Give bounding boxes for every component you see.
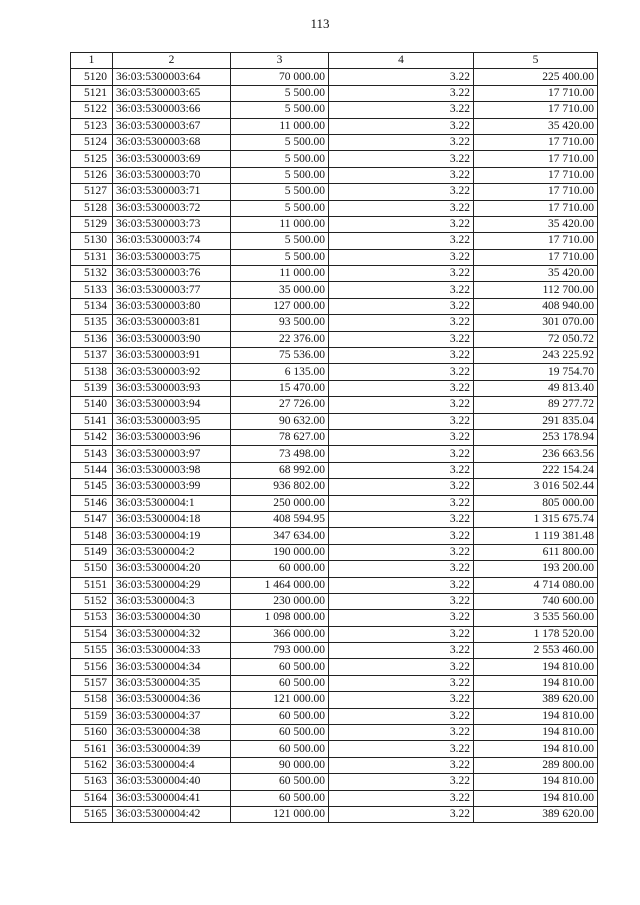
table-cell-col-1: 5136 xyxy=(71,331,113,347)
table-cell-col-5: 1 178 520.00 xyxy=(474,626,598,642)
table-cell-col-4: 3.22 xyxy=(329,429,474,445)
table-cell-col-3: 60 500.00 xyxy=(231,725,329,741)
table-cell-col-1: 5152 xyxy=(71,593,113,609)
table-cell-col-3: 70 000.00 xyxy=(231,69,329,85)
table-cell-col-3: 5 500.00 xyxy=(231,200,329,216)
table-cell-col-5: 611 800.00 xyxy=(474,544,598,560)
table-row xyxy=(71,397,598,413)
table-row xyxy=(71,610,598,626)
table-cell-col-4: 3.22 xyxy=(329,790,474,806)
table-row xyxy=(71,561,598,577)
table-cell-col-3: 60 500.00 xyxy=(231,741,329,757)
table-cell-col-2: 36:03:5300003:80 xyxy=(113,298,231,314)
table-cell-col-4: 3.22 xyxy=(329,69,474,85)
table-cell-col-4: 3.22 xyxy=(329,479,474,495)
table-cell-col-2: 36:03:5300004:42 xyxy=(113,806,231,822)
table-cell-col-3: 127 000.00 xyxy=(231,298,329,314)
table-cell-col-5: 17 710.00 xyxy=(474,167,598,183)
table-cell-col-2: 36:03:5300003:97 xyxy=(113,446,231,462)
table-cell-col-1: 5132 xyxy=(71,266,113,282)
table-cell-col-3: 60 500.00 xyxy=(231,790,329,806)
table-cell-col-1: 5124 xyxy=(71,134,113,150)
table-cell-col-4: 3.22 xyxy=(329,511,474,527)
table-cell-col-5: 19 754.70 xyxy=(474,364,598,380)
table-cell-col-5: 35 420.00 xyxy=(474,216,598,232)
table-cell-col-2: 36:03:5300004:2 xyxy=(113,544,231,560)
table-cell-col-2: 36:03:5300004:36 xyxy=(113,692,231,708)
table-cell-col-1: 5151 xyxy=(71,577,113,593)
table-cell-col-1: 5143 xyxy=(71,446,113,462)
header-row xyxy=(71,53,598,69)
table-cell-col-3: 90 632.00 xyxy=(231,413,329,429)
table-cell-col-4: 3.22 xyxy=(329,561,474,577)
table-row xyxy=(71,593,598,609)
table-cell-col-5: 389 620.00 xyxy=(474,806,598,822)
table-cell-col-1: 5145 xyxy=(71,479,113,495)
table-cell-col-5: 17 710.00 xyxy=(474,200,598,216)
table-cell-col-3: 11 000.00 xyxy=(231,266,329,282)
table-cell-col-3: 11 000.00 xyxy=(231,118,329,134)
table-cell-col-5: 17 710.00 xyxy=(474,85,598,101)
table-row xyxy=(71,577,598,593)
table-row xyxy=(71,184,598,200)
table-row xyxy=(71,757,598,773)
table-cell-col-5: 408 940.00 xyxy=(474,298,598,314)
table-row xyxy=(71,282,598,298)
table-cell-col-3: 1 098 000.00 xyxy=(231,610,329,626)
table-row xyxy=(71,790,598,806)
table-cell-col-4: 3.22 xyxy=(329,675,474,691)
table-cell-col-5: 1 119 381.48 xyxy=(474,528,598,544)
table-cell-col-3: 22 376.00 xyxy=(231,331,329,347)
table-cell-col-3: 230 000.00 xyxy=(231,593,329,609)
table-row xyxy=(71,167,598,183)
table-cell-col-2: 36:03:5300003:91 xyxy=(113,348,231,364)
table-cell-col-3: 121 000.00 xyxy=(231,806,329,822)
table-cell-col-3: 60 500.00 xyxy=(231,659,329,675)
table-cell-col-1: 5158 xyxy=(71,692,113,708)
table-row xyxy=(71,102,598,118)
table-cell-col-4: 3.22 xyxy=(329,495,474,511)
table-cell-col-5: 89 277.72 xyxy=(474,397,598,413)
table-cell-col-4: 3.22 xyxy=(329,462,474,478)
table-cell-col-2: 36:03:5300004:38 xyxy=(113,725,231,741)
table-cell-col-1: 5164 xyxy=(71,790,113,806)
table-row xyxy=(71,200,598,216)
table-cell-col-5: 194 810.00 xyxy=(474,741,598,757)
table-cell-col-1: 5165 xyxy=(71,806,113,822)
table-cell-col-5: 49 813.40 xyxy=(474,380,598,396)
table-row xyxy=(71,151,598,167)
table-cell-col-5: 222 154.24 xyxy=(474,462,598,478)
table-cell-col-1: 5141 xyxy=(71,413,113,429)
table-cell-col-2: 36:03:5300003:90 xyxy=(113,331,231,347)
table-cell-col-3: 11 000.00 xyxy=(231,216,329,232)
table-cell-col-2: 36:03:5300003:69 xyxy=(113,151,231,167)
table-cell-col-4: 3.22 xyxy=(329,413,474,429)
table-cell-col-4: 3.22 xyxy=(329,741,474,757)
table-cell-col-3: 121 000.00 xyxy=(231,692,329,708)
table-cell-col-3: 5 500.00 xyxy=(231,85,329,101)
table-cell-col-1: 5144 xyxy=(71,462,113,478)
table-cell-col-4: 3.22 xyxy=(329,708,474,724)
table-cell-col-5: 194 810.00 xyxy=(474,659,598,675)
table-cell-col-2: 36:03:5300003:98 xyxy=(113,462,231,478)
table-cell-col-4: 3.22 xyxy=(329,659,474,675)
table-cell-col-4: 3.22 xyxy=(329,577,474,593)
table-cell-col-5: 194 810.00 xyxy=(474,774,598,790)
table-cell-col-2: 36:03:5300004:19 xyxy=(113,528,231,544)
table-cell-col-5: 289 800.00 xyxy=(474,757,598,773)
table-row xyxy=(71,741,598,757)
table-row xyxy=(71,659,598,675)
table-cell-col-2: 36:03:5300003:96 xyxy=(113,429,231,445)
table-cell-col-5: 17 710.00 xyxy=(474,184,598,200)
table-row xyxy=(71,118,598,134)
table-cell-col-3: 60 500.00 xyxy=(231,675,329,691)
table-cell-col-2: 36:03:5300004:33 xyxy=(113,643,231,659)
table-cell-col-1: 5147 xyxy=(71,511,113,527)
table-row xyxy=(71,364,598,380)
table-cell-col-4: 3.22 xyxy=(329,298,474,314)
column-header-2: 2 xyxy=(113,53,231,69)
table-cell-col-1: 5139 xyxy=(71,380,113,396)
table-cell-col-4: 3.22 xyxy=(329,266,474,282)
table-cell-col-2: 36:03:5300004:41 xyxy=(113,790,231,806)
table-cell-col-3: 60 500.00 xyxy=(231,774,329,790)
table-row xyxy=(71,806,598,822)
table-cell-col-3: 250 000.00 xyxy=(231,495,329,511)
table-cell-col-5: 3 016 502.44 xyxy=(474,479,598,495)
table-cell-col-4: 3.22 xyxy=(329,692,474,708)
table-cell-col-5: 805 000.00 xyxy=(474,495,598,511)
table-cell-col-4: 3.22 xyxy=(329,757,474,773)
table-cell-col-4: 3.22 xyxy=(329,774,474,790)
table-cell-col-1: 5126 xyxy=(71,167,113,183)
table-cell-col-1: 5162 xyxy=(71,757,113,773)
table-cell-col-3: 35 000.00 xyxy=(231,282,329,298)
table-cell-col-1: 5140 xyxy=(71,397,113,413)
table-cell-col-1: 5148 xyxy=(71,528,113,544)
table-cell-col-4: 3.22 xyxy=(329,233,474,249)
table-cell-col-2: 36:03:5300003:67 xyxy=(113,118,231,134)
table-cell-col-4: 3.22 xyxy=(329,348,474,364)
table-cell-col-4: 3.22 xyxy=(329,626,474,642)
table-row xyxy=(71,249,598,265)
table-cell-col-2: 36:03:5300004:3 xyxy=(113,593,231,609)
table-row xyxy=(71,348,598,364)
table-cell-col-5: 236 663.56 xyxy=(474,446,598,462)
table-cell-col-3: 68 992.00 xyxy=(231,462,329,478)
table-row xyxy=(71,626,598,642)
table-cell-col-5: 194 810.00 xyxy=(474,790,598,806)
table-cell-col-4: 3.22 xyxy=(329,134,474,150)
table-cell-col-3: 60 500.00 xyxy=(231,708,329,724)
table-cell-col-5: 4 714 080.00 xyxy=(474,577,598,593)
table-cell-col-1: 5125 xyxy=(71,151,113,167)
table-cell-col-5: 2 553 460.00 xyxy=(474,643,598,659)
table-row xyxy=(71,233,598,249)
table-cell-col-5: 3 535 560.00 xyxy=(474,610,598,626)
table-cell-col-1: 5159 xyxy=(71,708,113,724)
table-cell-col-3: 60 000.00 xyxy=(231,561,329,577)
table-cell-col-1: 5123 xyxy=(71,118,113,134)
table-cell-col-5: 291 835.04 xyxy=(474,413,598,429)
column-header-4: 4 xyxy=(329,53,474,69)
table-cell-col-5: 301 070.00 xyxy=(474,315,598,331)
table-cell-col-4: 3.22 xyxy=(329,200,474,216)
table-row xyxy=(71,429,598,445)
table-cell-col-4: 3.22 xyxy=(329,446,474,462)
column-header-1: 1 xyxy=(71,53,113,69)
table-cell-col-2: 36:03:5300004:37 xyxy=(113,708,231,724)
table-cell-col-4: 3.22 xyxy=(329,118,474,134)
table-cell-col-5: 243 225.92 xyxy=(474,348,598,364)
table-cell-col-2: 36:03:5300004:1 xyxy=(113,495,231,511)
table-row xyxy=(71,692,598,708)
table-cell-col-1: 5138 xyxy=(71,364,113,380)
table-cell-col-5: 225 400.00 xyxy=(474,69,598,85)
table-cell-col-2: 36:03:5300003:72 xyxy=(113,200,231,216)
table-cell-col-1: 5157 xyxy=(71,675,113,691)
table-cell-col-1: 5127 xyxy=(71,184,113,200)
table-cell-col-2: 36:03:5300003:77 xyxy=(113,282,231,298)
table-cell-col-5: 740 600.00 xyxy=(474,593,598,609)
table-cell-col-4: 3.22 xyxy=(329,643,474,659)
table-row xyxy=(71,331,598,347)
table-cell-col-1: 5129 xyxy=(71,216,113,232)
table-cell-col-5: 17 710.00 xyxy=(474,151,598,167)
table-cell-col-4: 3.22 xyxy=(329,528,474,544)
table-cell-col-2: 36:03:5300003:74 xyxy=(113,233,231,249)
table-cell-col-2: 36:03:5300003:70 xyxy=(113,167,231,183)
page-number: 113 xyxy=(310,16,330,31)
table-cell-col-1: 5146 xyxy=(71,495,113,511)
table-row xyxy=(71,725,598,741)
table-row xyxy=(71,774,598,790)
table-cell-col-4: 3.22 xyxy=(329,544,474,560)
table-cell-col-3: 347 634.00 xyxy=(231,528,329,544)
table-cell-col-2: 36:03:5300003:93 xyxy=(113,380,231,396)
table-cell-col-2: 36:03:5300004:39 xyxy=(113,741,231,757)
table-row xyxy=(71,266,598,282)
table-cell-col-5: 194 810.00 xyxy=(474,708,598,724)
data-table xyxy=(70,52,598,823)
table-cell-col-5: 72 050.72 xyxy=(474,331,598,347)
table-cell-col-4: 3.22 xyxy=(329,364,474,380)
table-cell-col-4: 3.22 xyxy=(329,610,474,626)
table-cell-col-2: 36:03:5300003:75 xyxy=(113,249,231,265)
table-cell-col-1: 5142 xyxy=(71,429,113,445)
table-cell-col-1: 5121 xyxy=(71,85,113,101)
table-cell-col-5: 194 810.00 xyxy=(474,675,598,691)
table-row xyxy=(71,446,598,462)
table-row xyxy=(71,298,598,314)
table-cell-col-5: 193 200.00 xyxy=(474,561,598,577)
table-cell-col-2: 36:03:5300003:95 xyxy=(113,413,231,429)
table-cell-col-3: 90 000.00 xyxy=(231,757,329,773)
table-cell-col-1: 5131 xyxy=(71,249,113,265)
table-cell-col-5: 194 810.00 xyxy=(474,725,598,741)
column-header-5: 5 xyxy=(474,53,598,69)
table-cell-col-4: 3.22 xyxy=(329,167,474,183)
table-cell-col-2: 36:03:5300004:20 xyxy=(113,561,231,577)
table-cell-col-3: 1 464 000.00 xyxy=(231,577,329,593)
table-cell-col-2: 36:03:5300003:65 xyxy=(113,85,231,101)
table-cell-col-3: 5 500.00 xyxy=(231,233,329,249)
table-cell-col-4: 3.22 xyxy=(329,397,474,413)
table-cell-col-2: 36:03:5300003:92 xyxy=(113,364,231,380)
table-cell-col-1: 5120 xyxy=(71,69,113,85)
table-row xyxy=(71,380,598,396)
table-cell-col-4: 3.22 xyxy=(329,806,474,822)
table-cell-col-4: 3.22 xyxy=(329,331,474,347)
table-cell-col-2: 36:03:5300003:81 xyxy=(113,315,231,331)
table-cell-col-1: 5137 xyxy=(71,348,113,364)
table-row xyxy=(71,69,598,85)
table-cell-col-4: 3.22 xyxy=(329,184,474,200)
column-header-3: 3 xyxy=(231,53,329,69)
table-cell-col-3: 5 500.00 xyxy=(231,102,329,118)
table-cell-col-5: 112 700.00 xyxy=(474,282,598,298)
table-cell-col-4: 3.22 xyxy=(329,593,474,609)
table-cell-col-4: 3.22 xyxy=(329,249,474,265)
table-row xyxy=(71,643,598,659)
table-cell-col-4: 3.22 xyxy=(329,102,474,118)
table-cell-col-1: 5128 xyxy=(71,200,113,216)
table-cell-col-3: 6 135.00 xyxy=(231,364,329,380)
table-cell-col-2: 36:03:5300003:73 xyxy=(113,216,231,232)
table-cell-col-1: 5161 xyxy=(71,741,113,757)
table-cell-col-2: 36:03:5300003:99 xyxy=(113,479,231,495)
table-cell-col-5: 35 420.00 xyxy=(474,266,598,282)
table-row xyxy=(71,528,598,544)
table-cell-col-5: 389 620.00 xyxy=(474,692,598,708)
table-cell-col-1: 5135 xyxy=(71,315,113,331)
table-cell-col-1: 5153 xyxy=(71,610,113,626)
table-cell-col-3: 5 500.00 xyxy=(231,134,329,150)
table-cell-col-1: 5163 xyxy=(71,774,113,790)
table-cell-col-3: 75 536.00 xyxy=(231,348,329,364)
table-cell-col-4: 3.22 xyxy=(329,216,474,232)
table-row xyxy=(71,216,598,232)
table-cell-col-1: 5149 xyxy=(71,544,113,560)
table-row xyxy=(71,544,598,560)
table-row xyxy=(71,479,598,495)
table-cell-col-1: 5130 xyxy=(71,233,113,249)
table-cell-col-3: 408 594.95 xyxy=(231,511,329,527)
table-row xyxy=(71,675,598,691)
table-cell-col-2: 36:03:5300004:34 xyxy=(113,659,231,675)
table-row xyxy=(71,462,598,478)
table-cell-col-2: 36:03:5300004:40 xyxy=(113,774,231,790)
table-row xyxy=(71,708,598,724)
table-cell-col-5: 17 710.00 xyxy=(474,102,598,118)
table-cell-col-2: 36:03:5300003:64 xyxy=(113,69,231,85)
table-cell-col-2: 36:03:5300003:71 xyxy=(113,184,231,200)
table-cell-col-1: 5160 xyxy=(71,725,113,741)
table-cell-col-1: 5134 xyxy=(71,298,113,314)
table-cell-col-3: 27 726.00 xyxy=(231,397,329,413)
table-row xyxy=(71,511,598,527)
table-cell-col-2: 36:03:5300004:32 xyxy=(113,626,231,642)
table-cell-col-5: 1 315 675.74 xyxy=(474,511,598,527)
table-cell-col-5: 253 178.94 xyxy=(474,429,598,445)
table-cell-col-3: 793 000.00 xyxy=(231,643,329,659)
table-cell-col-2: 36:03:5300004:18 xyxy=(113,511,231,527)
table-cell-col-3: 5 500.00 xyxy=(231,167,329,183)
table-body xyxy=(71,69,598,823)
table-cell-col-3: 93 500.00 xyxy=(231,315,329,331)
table-cell-col-2: 36:03:5300004:29 xyxy=(113,577,231,593)
table-cell-col-2: 36:03:5300004:4 xyxy=(113,757,231,773)
table-cell-col-1: 5133 xyxy=(71,282,113,298)
table-cell-col-2: 36:03:5300003:76 xyxy=(113,266,231,282)
table-cell-col-2: 36:03:5300004:35 xyxy=(113,675,231,691)
table-cell-col-1: 5122 xyxy=(71,102,113,118)
table-row xyxy=(71,413,598,429)
table-row xyxy=(71,495,598,511)
table-cell-col-4: 3.22 xyxy=(329,85,474,101)
table-cell-col-3: 5 500.00 xyxy=(231,151,329,167)
table-cell-col-1: 5156 xyxy=(71,659,113,675)
table-row xyxy=(71,134,598,150)
table-cell-col-2: 36:03:5300003:66 xyxy=(113,102,231,118)
table-cell-col-3: 366 000.00 xyxy=(231,626,329,642)
table-cell-col-1: 5155 xyxy=(71,643,113,659)
table-cell-col-1: 5154 xyxy=(71,626,113,642)
table-cell-col-4: 3.22 xyxy=(329,380,474,396)
table-cell-col-3: 936 802.00 xyxy=(231,479,329,495)
table-cell-col-5: 17 710.00 xyxy=(474,134,598,150)
table-cell-col-4: 3.22 xyxy=(329,315,474,331)
table-row xyxy=(71,85,598,101)
table-cell-col-3: 5 500.00 xyxy=(231,249,329,265)
table-cell-col-3: 73 498.00 xyxy=(231,446,329,462)
table-cell-col-4: 3.22 xyxy=(329,725,474,741)
table-cell-col-3: 190 000.00 xyxy=(231,544,329,560)
table-cell-col-1: 5150 xyxy=(71,561,113,577)
table-row xyxy=(71,315,598,331)
table-cell-col-2: 36:03:5300004:30 xyxy=(113,610,231,626)
table-cell-col-4: 3.22 xyxy=(329,282,474,298)
table-cell-col-5: 35 420.00 xyxy=(474,118,598,134)
table-cell-col-2: 36:03:5300003:94 xyxy=(113,397,231,413)
table-cell-col-5: 17 710.00 xyxy=(474,233,598,249)
table-cell-col-5: 17 710.00 xyxy=(474,249,598,265)
table-cell-col-2: 36:03:5300003:68 xyxy=(113,134,231,150)
table-cell-col-3: 5 500.00 xyxy=(231,184,329,200)
table-cell-col-3: 78 627.00 xyxy=(231,429,329,445)
table-cell-col-4: 3.22 xyxy=(329,151,474,167)
table-cell-col-3: 15 470.00 xyxy=(231,380,329,396)
